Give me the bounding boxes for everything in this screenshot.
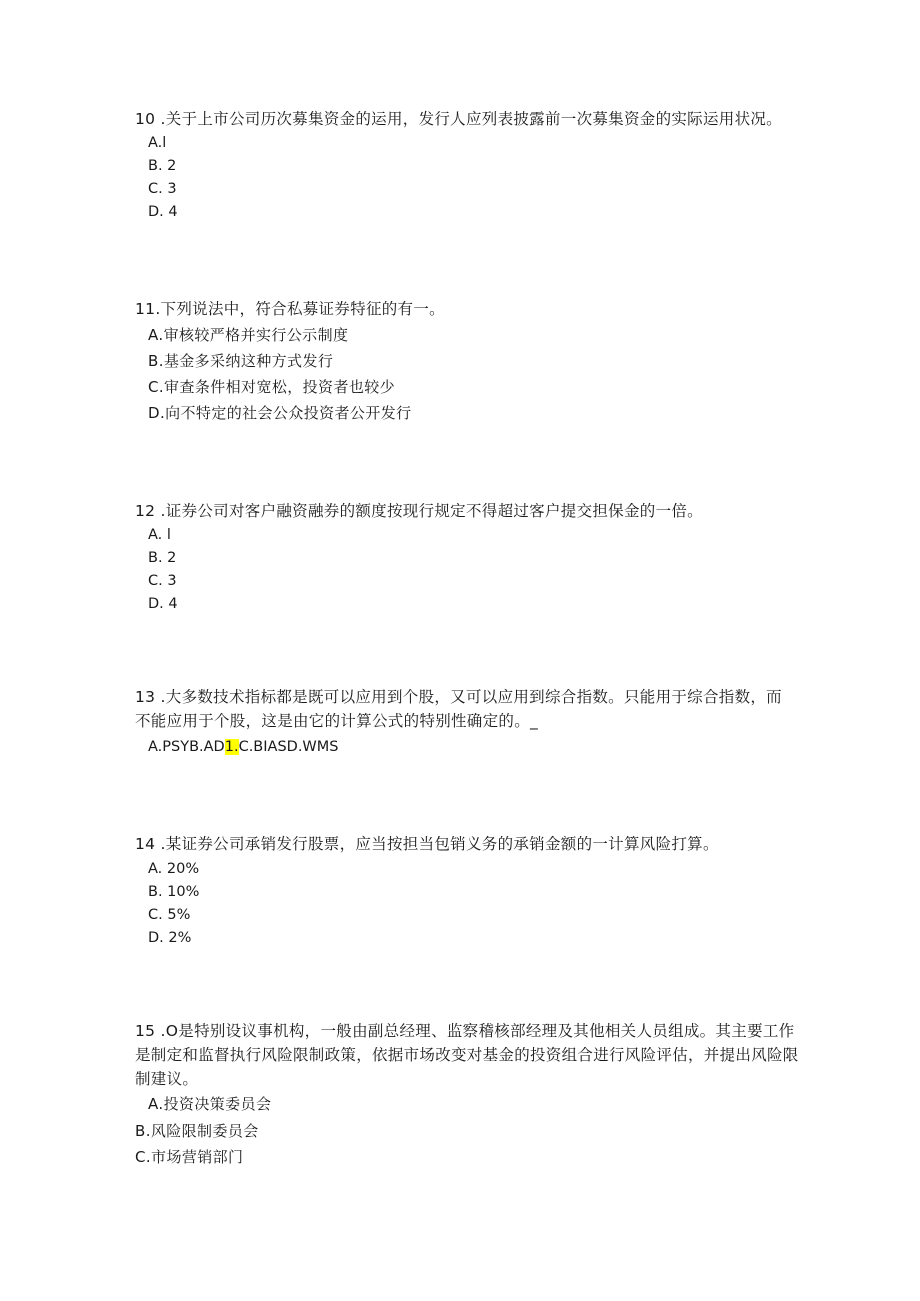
- question-11-option-c: C.审查条件相对宽松，投资者也较少: [148, 378, 396, 396]
- question-14-stem: 14 .某证券公司承销发行股票，应当按担当包销义务的承销金额的一计算风险打算。: [135, 835, 719, 853]
- question-11-option-a: A.审核较严格并实行公示制度: [148, 326, 349, 344]
- question-10-option-d: D. 4: [148, 204, 178, 220]
- question-15-option-b: B.风险限制委员会: [135, 1122, 259, 1140]
- question-10-option-b: B. 2: [148, 158, 177, 174]
- question-11-stem: 11.下列说法中，符合私募证券特征的有一。: [135, 300, 445, 318]
- question-12-option-c: C. 3: [148, 573, 177, 589]
- question-10-stem: 10 .关于上市公司历次募集资金的运用，发行人应列表披露前一次募集资金的实际运用状况。: [135, 110, 782, 128]
- question-12-option-d: D. 4: [148, 596, 178, 612]
- question-14-option-b: B. 10%: [148, 884, 200, 900]
- question-12-stem: 12 .证券公司对客户融资融券的额度按现行规定不得超过客户提交担保金的一倍。: [135, 502, 703, 520]
- question-10-option-a: A.l: [148, 135, 167, 151]
- question-15-option-c: C.市场营销部门: [135, 1148, 244, 1166]
- question-15-stem-line-2: 是制定和监督执行风险限制政策，依据市场改变对基金的投资组合进行风险评估，并提出风险限: [135, 1046, 799, 1064]
- question-13-options-after: C.BIASD.WMS: [238, 739, 339, 755]
- question-15-stem-line-1: 15 .O是特别设议事机构，一般由副总经理、监察稽核部经理及其他相关人员组成。其主要工作: [135, 1022, 795, 1040]
- question-14-option-a: A. 20%: [148, 861, 200, 877]
- question-11-option-d: D.向不特定的社会公众投资者公开发行: [148, 404, 412, 422]
- question-14-option-c: C. 5%: [148, 907, 191, 923]
- question-13-options-before: A.PSYB.AD: [148, 739, 225, 755]
- question-13-stem-line-1: 13 .大多数技术指标都是既可以应用到个股，又可以应用到综合指数。只能用于综合指数，而: [135, 688, 782, 706]
- question-13-stem-line-2: 不能应用于个股，这是由它的计算公式的特别性确定的。_: [135, 712, 539, 730]
- question-15-stem-line-3: 制建议。: [135, 1070, 199, 1088]
- question-12-option-b: B. 2: [148, 550, 177, 566]
- question-15-option-a: A.投资决策委员会: [148, 1095, 272, 1113]
- question-10-option-c: C. 3: [148, 181, 177, 197]
- question-13-options: [148, 736, 339, 758]
- question-11-option-b: B.基金多采纳这种方式发行: [148, 352, 334, 370]
- question-13-options-highlight: 1.: [224, 739, 239, 755]
- question-12-option-a: A. l: [148, 527, 171, 543]
- question-14-option-d: D. 2%: [148, 930, 192, 946]
